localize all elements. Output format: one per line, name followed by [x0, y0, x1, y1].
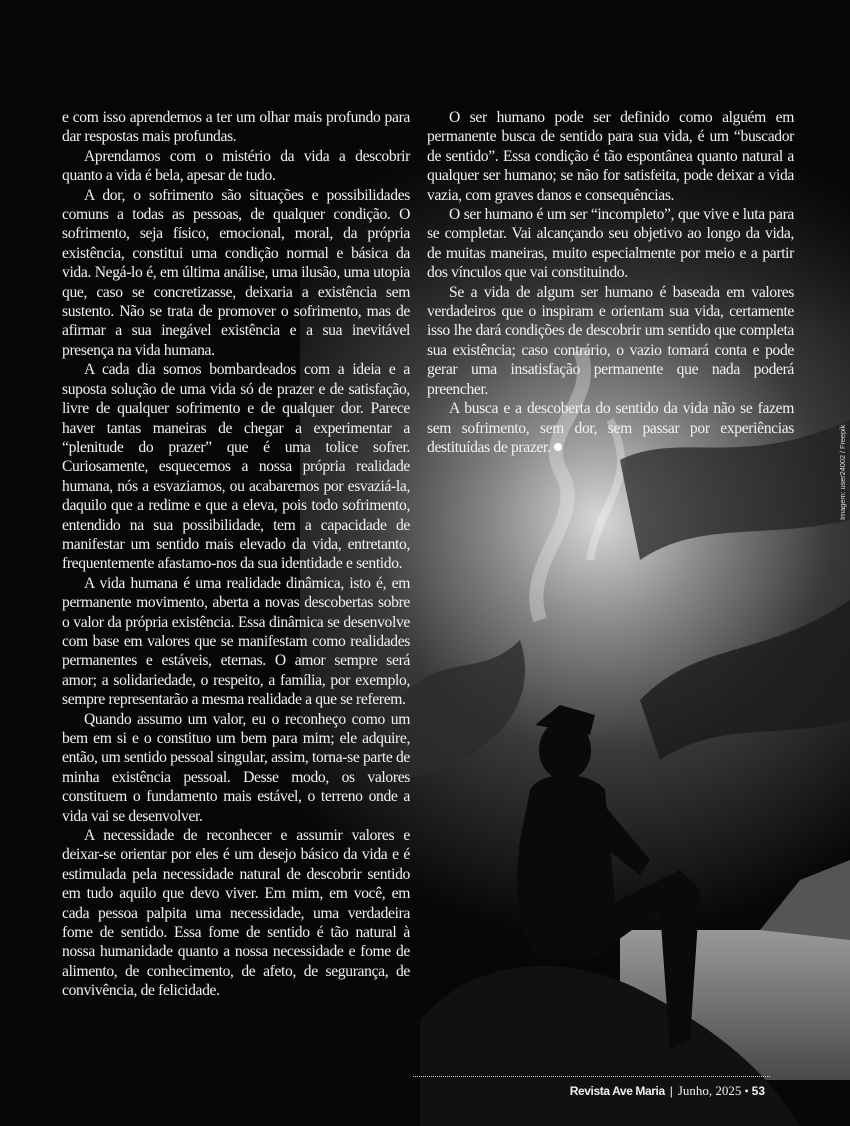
footer-divider	[413, 1076, 770, 1077]
issue-date: Junho, 2025	[677, 1083, 742, 1098]
paragraph-text: A busca e a descoberta do sentido da vida não se fazem sem sofrimento, sem dor, sem passar por experiências destituídas de prazer.	[427, 400, 794, 456]
magazine-name: Revista Ave Maria	[569, 1084, 665, 1098]
article-left-column	[62, 108, 410, 1001]
paragraph: O ser humano é um ser “incompleto”, que vive e luta para se completar. Vai alcançando seu objetivo ao longo da vida, de muitas maneiras, muito especialmente por meio e a partir dos vínculos que vai constituindo.	[427, 206, 794, 282]
page-footer	[570, 1083, 765, 1099]
page-number: 53	[751, 1084, 765, 1098]
paragraph: A necessidade de reconhecer e assumir valores e deixar-se orientar por eles é um desejo básico da vida e é estimulada pela necessidade natural de descobrir sentido em tudo aquilo que devo viver. Em mim, em você, em cada pessoa palpita uma necessidade, uma verdadeira fome de sentido. Essa fome de sentido é tão natural à nossa humanidade quanto a nossa necessidade e fome de alimento, de conhecimento, de afeto, de segurança, de convivência, de felicidade.	[62, 827, 410, 1000]
image-credit: Imagem: user24002 / Freepik	[838, 424, 847, 520]
end-of-article-dot-icon	[554, 443, 562, 451]
paragraph: Quando assumo um valor, eu o reconheço como um bem em si e o constituo um bem para mim; ele adquire, então, um sentido pessoal singular, assim, torna-se parte de minha existência pessoal. Desse modo, os valores constituem o fundamento mais estável, o terreno onde a vida vai se desenvolver.	[62, 710, 410, 825]
paragraph: Aprendamos com o mistério da vida a descobrir quanto a vida é bela, apesar de tudo.	[62, 147, 410, 185]
footer-separator: |	[669, 1084, 673, 1098]
paragraph-final	[427, 399, 794, 457]
paragraph: A vida humana é uma realidade dinâmica, isto é, em permanente movimento, aberta a novas descobertas sobre o valor da própria existência. Essa dinâmica se desenvolve com base em valores que se manifestam como realidades permanentes e estáveis, eternas. O amor sempre será amor; a solidariedade, o respeito, a família, por exemplo, sempre representarão a mesma realidade a que se referem.	[62, 574, 410, 709]
paragraph: e com isso aprendemos a ter um olhar mais profundo para dar respostas mais profundas.	[62, 109, 410, 146]
paragraph: Se a vida de algum ser humano é baseada em valores verdadeiros que o inspiram e orientam sua vida, certamente isso lhe dará condições de descobrir um sentido que completa sua existência; caso contrário, o vazio tomará conta e pode gerar uma insatisfação permanente que nada poderá preencher.	[427, 283, 794, 398]
paragraph: O ser humano pode ser definido como alguém em permanente busca de sentido para sua vida, é um “buscador de sentido”. Essa condição é tão espontânea quanto natural a qualquer ser humano; se não for satisfeita, pode deixar a vida vazia, com graves danos e consequências.	[427, 109, 794, 204]
paragraph: A cada dia somos bombardeados com a ideia e a suposta solução de uma vida só de prazer e de satisfação, livre de qualquer sofrimento e de qualquer dor. Parece haver tantas maneiras de chegar a experimentar a “plenitude do prazer” que é uma tolice sofrer. Curiosamente, esquecemos a nossa própria realidade humana, nós a esvaziamos, ou acabaremos por esvaziá-la, daquilo que a redime e que a eleva, pois todo sofrimento, entendido na sua possibilidade, tem a capacidade de manifestar um sentido mais elevado da vida, entretanto, frequentemente afastamo-nos da sua identidade e sentido.	[62, 361, 410, 573]
article-right-column	[427, 108, 794, 457]
paragraph: A dor, o sofrimento são situações e possibilidades comuns a todas as pessoas, de qualquer condição. O sofrimento, seja físico, emocional, moral, da própria existência, constitui uma condição normal e básica da vida. Negá-lo é, em última análise, uma ilusão, uma utopia que, caso se concretizasse, deixaria a existência sem sustento. Não se trata de promover o sofrimento, mas de afirmar a sua inegável existência e a sua inevitável presença na vida humana.	[62, 186, 410, 359]
footer-bullet: •	[744, 1084, 749, 1098]
